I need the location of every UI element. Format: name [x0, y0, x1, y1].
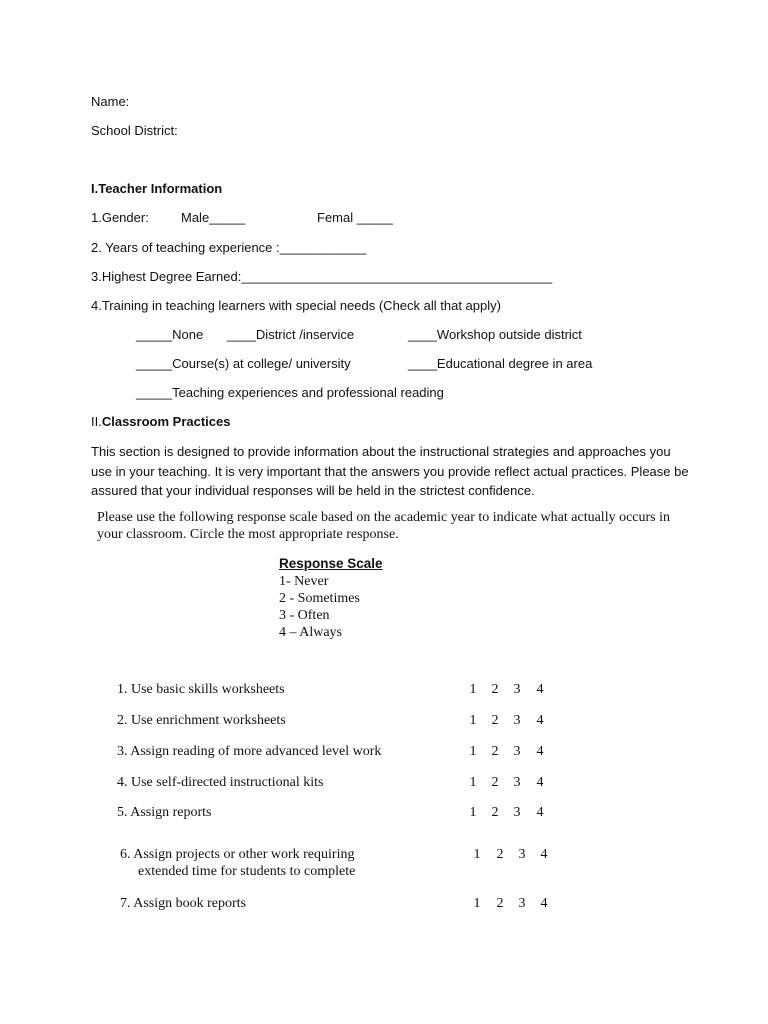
section-number: II. — [91, 414, 102, 429]
section-teacher-information-title: I.Teacher Information — [91, 181, 223, 196]
question-6-text: 6. Assign projects or other work requiring — [120, 847, 355, 862]
q5-option-1[interactable]: 1 — [469, 805, 477, 820]
gender-label: 1.Gender: — [91, 210, 149, 225]
q6-option-3[interactable]: 3 — [518, 847, 526, 862]
gender-male-option[interactable]: Male_____ — [181, 210, 246, 225]
q5-option-3[interactable]: 3 — [513, 805, 521, 820]
scale-item-always: 4 – Always — [279, 625, 342, 640]
q3-option-2[interactable]: 2 — [491, 744, 499, 759]
question-2-text: 2. Use enrichment worksheets — [117, 713, 286, 728]
training-option-workshop[interactable]: ____Workshop outside district — [408, 327, 582, 342]
training-option-courses[interactable]: _____Course(s) at college/ university — [136, 356, 351, 371]
training-question: 4.Training in teaching learners with special needs (Check all that apply) — [91, 298, 501, 313]
q5-option-4[interactable]: 4 — [536, 805, 544, 820]
q3-option-3[interactable]: 3 — [513, 744, 521, 759]
q4-option-2[interactable]: 2 — [491, 775, 499, 790]
q4-option-3[interactable]: 3 — [513, 775, 521, 790]
section-classroom-practices-title — [91, 414, 230, 429]
instruction-paragraph — [97, 509, 687, 543]
q1-option-3[interactable]: 3 — [513, 682, 521, 697]
years-experience-field[interactable]: 2. Years of teaching experience :____________ — [91, 240, 367, 255]
training-option-teaching-experience[interactable]: _____Teaching experiences and professional reading — [136, 385, 444, 400]
question-7-text: 7. Assign book reports — [120, 896, 246, 911]
question-6-text-continued: extended time for students to complete — [138, 864, 356, 879]
q6-option-4[interactable]: 4 — [540, 847, 548, 862]
q1-option-4[interactable]: 4 — [536, 682, 544, 697]
highest-degree-field[interactable]: 3.Highest Degree Earned:___________________________________________ — [91, 269, 553, 284]
question-3-text: 3. Assign reading of more advanced level work — [117, 744, 382, 759]
q2-option-3[interactable]: 3 — [513, 713, 521, 728]
q1-option-1[interactable]: 1 — [469, 682, 477, 697]
q2-option-2[interactable]: 2 — [491, 713, 499, 728]
section-intro-paragraph — [91, 442, 691, 501]
gender-female-option[interactable]: Femal _____ — [317, 210, 393, 225]
q6-option-1[interactable]: 1 — [473, 847, 481, 862]
question-4-text: 4. Use self-directed instructional kits — [117, 775, 324, 790]
q7-option-3[interactable]: 3 — [518, 896, 526, 911]
q2-option-1[interactable]: 1 — [469, 713, 477, 728]
intro-line: use in your teaching. It is very important that the answers you provide reflect actual practices. Please be — [91, 463, 689, 479]
scale-item-never: 1- Never — [279, 574, 329, 589]
training-option-none[interactable]: _____None — [136, 327, 204, 342]
intro-line: assured that your individual responses will be held in the strictest confidence. — [91, 483, 535, 498]
q3-option-1[interactable]: 1 — [469, 744, 477, 759]
q7-option-4[interactable]: 4 — [540, 896, 548, 911]
instruction-line: Please use the following response scale based on the academic year to indicate what actually occurs in — [97, 510, 671, 525]
q2-option-4[interactable]: 4 — [536, 713, 544, 728]
section-title-text: Classroom Practices — [101, 414, 231, 429]
question-1-text: 1. Use basic skills worksheets — [117, 682, 285, 697]
q1-option-2[interactable]: 2 — [491, 682, 499, 697]
scale-item-sometimes: 2 - Sometimes — [279, 591, 360, 606]
name-label: Name: — [91, 94, 130, 109]
q4-option-1[interactable]: 1 — [469, 775, 477, 790]
q7-option-1[interactable]: 1 — [473, 896, 481, 911]
instruction-line: your classroom. Circle the most appropriate response. — [97, 527, 399, 542]
q5-option-2[interactable]: 2 — [491, 805, 499, 820]
training-option-district[interactable]: ____District /inservice — [227, 327, 355, 342]
q7-option-2[interactable]: 2 — [496, 896, 504, 911]
scale-item-often: 3 - Often — [279, 608, 330, 623]
intro-line: This section is designed to provide information about the instructional strategies and approaches you — [91, 444, 671, 459]
q4-option-4[interactable]: 4 — [536, 775, 544, 790]
q6-option-2[interactable]: 2 — [496, 847, 504, 862]
training-option-educational-degree[interactable]: ____Educational degree in area — [408, 356, 593, 371]
response-scale-title: Response Scale — [279, 556, 383, 571]
q3-option-4[interactable]: 4 — [536, 744, 544, 759]
question-5-text: 5. Assign reports — [117, 805, 212, 820]
school-district-label: School District: — [91, 123, 178, 138]
